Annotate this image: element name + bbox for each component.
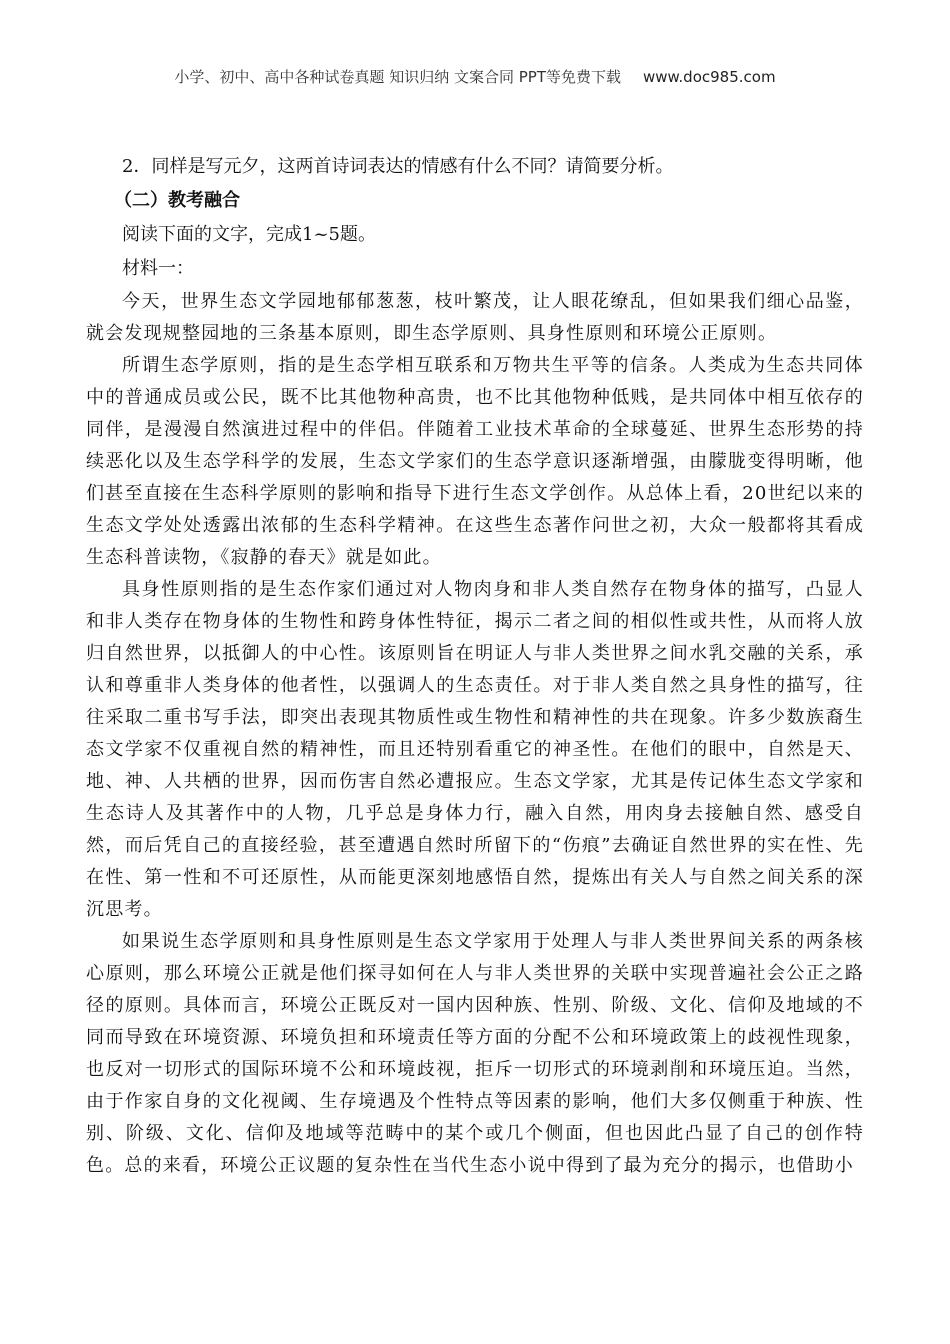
paragraph-3: 具身性原则指的是生态作家们通过对人物肉身和非人类自然存在物身体的描写，凸显人和非人类存在物身体的生物性和跨身体性特征，揭示二者之间的相似性或共性，从而将人放归自然世界，以抵御人的中心性。该原则旨在明证人与非人类世界之间水乳交融的关系，承认和尊重非人类身体的他者性，以强调人的生态责任。对于非人类自然之具身性的描写，往往采取二重书写手法，即突出表现其物质性或生物性和精神性的共在现象。许多少数族裔生态文学家不仅重视自然的精神性，而且还特别看重它的神圣性。在他们的眼中，自然是天、地、神、人共栖的世界，因而伤害自然必遭报应。生态文学家，尤其是传记体生态文学家和生态诗人及其著作中的人物，几乎总是身体力行，融入自然，用肉身去接触自然、感受自然，而后凭自己的直接经验，甚至遭遇自然时所留下的“伤痕”去确证自然世界的实在性、先在性、第一性和不可还原性，从而能更深刻地感悟自然，提炼出有关人与自然之间关系的深沉思考。 [86, 579, 864, 920]
document-body [86, 150, 864, 1182]
header-text: 小学、初中、高中各种试卷真题 知识归纳 文案合同 PPT等免费下载 [174, 68, 621, 86]
paragraph-4: 如果说生态学原则和具身性原则是生态文学家用于处理人与非人类世界间关系的两条核心原则，那么环境公正就是他们探寻如何在人与非人类世界的关联中实现普遍社会公正之路径的原则。具体而言，环境公正既反对一国内因种族、性别、阶级、文化、信仰及地域的不同而导致在环境资源、环境负担和环境责任等方面的分配不公和环境政策上的歧视性现象，也反对一切形式的国际环境不公和环境歧视，拒斥一切形式的环境剥削和环境压迫。当然，由于作家自身的文化视阈、生存境遇及个性特点等因素的影响，他们大多仅侧重于种族、性别、阶级、文化、信仰及地域等范畴中的某个或几个侧面，但也因此凸显了自己的创作特色。总的来看，环境公正议题的复杂性在当代生态小说中得到了最为充分的揭示，也借助小 [86, 931, 864, 1176]
header-site-link[interactable]: www.doc985.com [642, 68, 776, 86]
reading-instruction: 阅读下面的文字，完成1~5题。 [122, 224, 376, 245]
question-2: 2．同样是写元夕，这两首诗词表达的情感有什么不同？请简要分析。 [122, 156, 674, 177]
section-title: （二）教考融合 [114, 190, 240, 211]
paragraph-2: 所谓生态学原则，指的是生态学相互联系和万物共生平等的信条。人类成为生态共同体中的普通成员或公民，既不比其他物种高贵，也不比其他物种低贱，是共同体中相互依存的同伴，是漫漫自然演进过程中的伴侣。伴随着工业技术革命的全球蔓延、世界生态形势的持续恶化以及生态学科学的发展，生态文学家们的生态学意识逐渐增强，由朦胧变得明晰，他们甚至直接在生态科学原则的影响和指导下进行生态文学创作。从总体上看，20世纪以来的生态文学处处透露出浓郁的生态科学精神。在这些生态著作问世之初，大众一般都将其看成生态科普读物，《寂静的春天》就是如此。 [86, 355, 864, 568]
paragraph-1: 今天，世界生态文学园地郁郁葱葱，枝叶繁茂，让人眼花缭乱，但如果我们细心品鉴，就会发现规整园地的三条基本原则，即生态学原则、具身性原则和环境公正原则。 [86, 291, 864, 344]
material-label: 材料一： [122, 258, 194, 279]
page-header [0, 66, 950, 87]
